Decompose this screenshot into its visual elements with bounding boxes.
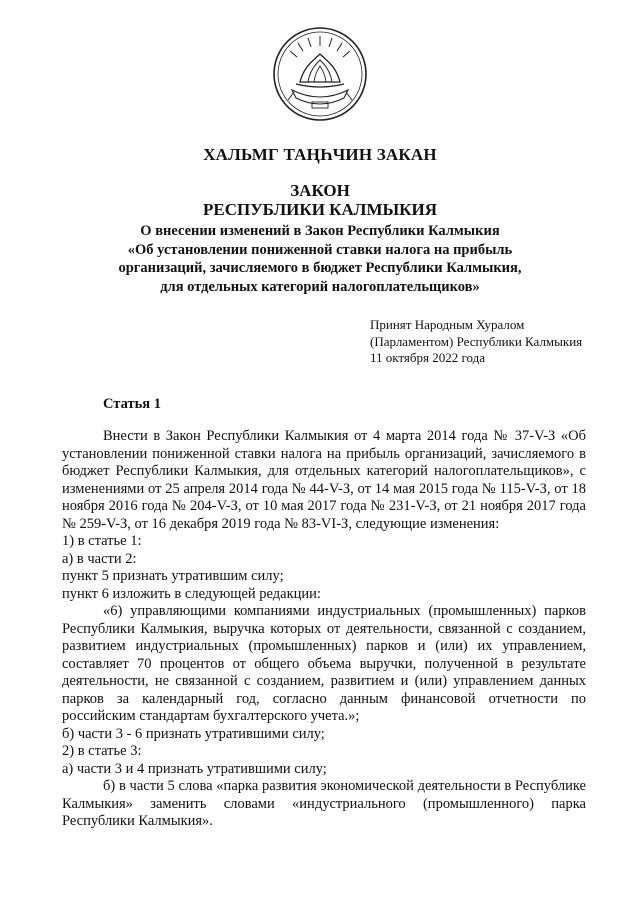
subtitle-line: «Об установлении пониженной ставки налога на прибыль (127, 241, 513, 258)
law-republic: РЕСПУБЛИКИ КАЛМЫКИЯ (202, 200, 438, 219)
subtitle-line: О внесении изменений в Закон Республики Калмыкия (140, 223, 500, 239)
paragraph: Внести в Закон Республики Калмыкия от 4 марта 2014 года № 37-V-З «Об установлении пониженной ставки налога на прибыль организаций, зачисляемого в бюджет Республики Калмыкия, для отдельных категорий налогоплательщиков», с изменениями от 25 апреля 2014 года № 44-V-З, от 14 мая 2015 года № 115-V-З, от 18 ноября 2016 года № 204-V-З, от 10 мая 2017 года № 231-V-З, от 21 ноября 2017 года № 259-V-З, от 16 декабря 2019 года № 83-VI-З, следующие изменения: (62, 428, 586, 532)
paragraph: б) части 3 - 6 признать утратившими силу; (62, 725, 325, 742)
adoption-note (370, 317, 630, 367)
subtitle-line: организаций, зачисляемого в бюджет Республики Калмыкия, (118, 260, 522, 277)
adoption-line: (Парламентом) Республики Калмыкия (370, 333, 583, 349)
paragraph: 1) в статье 1: (62, 533, 142, 549)
article-body (62, 428, 586, 831)
subtitle-line: для отдельных категорий налогоплательщиков» (160, 279, 480, 296)
adoption-line: Принят Народным Хуралом (370, 317, 525, 332)
paragraph: а) в части 2: (62, 550, 137, 567)
paragraph: пункт 6 изложить в следующей редакции: (62, 585, 321, 602)
paragraph: «6) управляющими компаниями индустриальных (промышленных) парков Республики Калмыкия, выручка которых от деятельности, связанной с созданием, развитием индустриальных (промышленных) парков и (или) их управлением, составляет 70 процентов от общего объема выручки, полученной в результате деятельности, не связанной с созданием, развитием и (или) управлением данных парков за календарный год, согласно данным финансовой отчетности по российским стандартам бухгалтерского учета.»; (62, 603, 586, 724)
paragraph: а) части 3 и 4 признать утратившими силу; (62, 760, 327, 777)
adoption-line: 11 октября 2022 года (370, 350, 486, 365)
law-subtitle (60, 222, 580, 297)
paragraph: 2) в статье 3: (62, 743, 142, 759)
paragraph: пункт 5 признать утратившим силу; (62, 568, 284, 584)
paragraph: б) в части 5 слова «парка развития экономической деятельности в Республике Калмыкия» заменить словами «индустриального (промышленного) парка Республики Калмыкия». (62, 778, 586, 829)
article-title: Статья 1 (103, 396, 161, 412)
kalmykia-emblem-icon (270, 24, 370, 124)
law-word: ЗАКОН (290, 181, 350, 200)
kalmyk-law-title: ХАЛЬМГ ТАҢҺЧИН ЗАКАН (203, 145, 437, 164)
